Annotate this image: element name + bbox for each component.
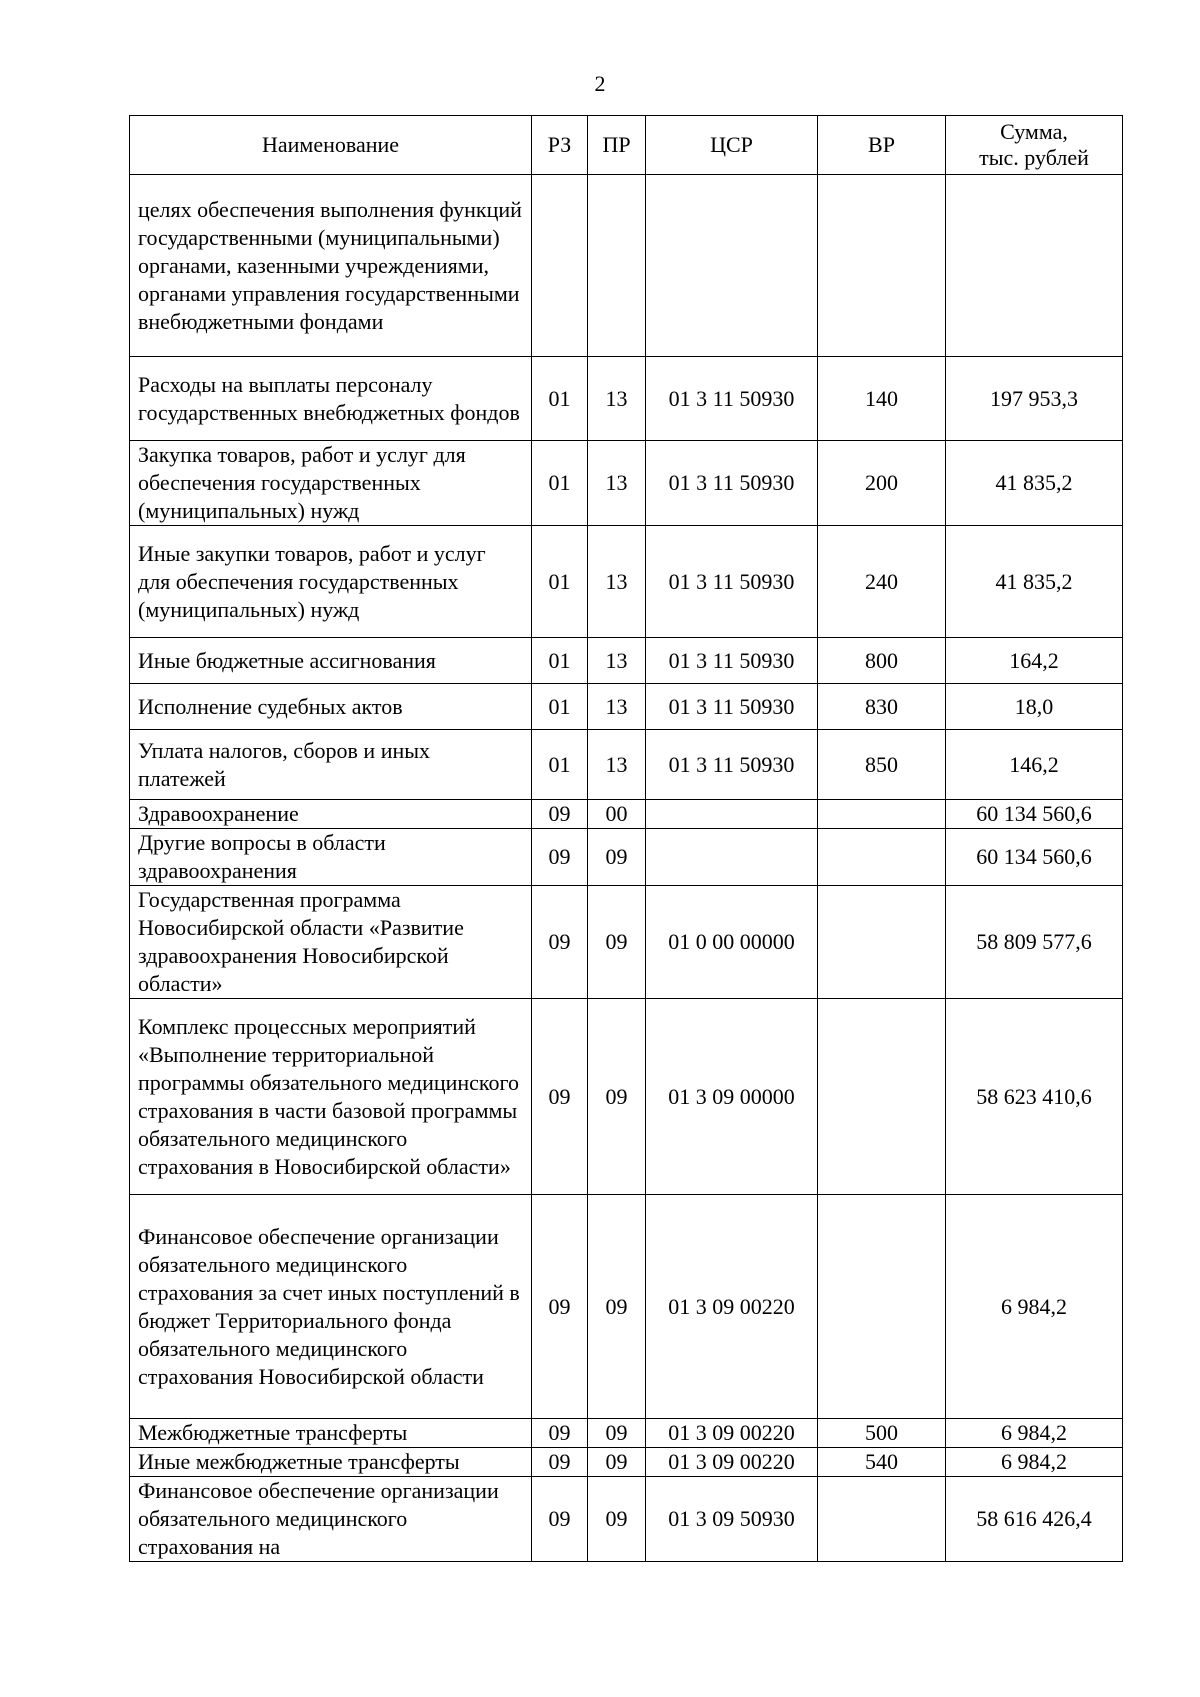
cell-name: Здравоохранение (130, 800, 532, 829)
table-row (130, 1195, 1123, 1419)
cell-pr: 13 (588, 441, 646, 526)
table-header-row (130, 116, 1123, 175)
cell-rz: 09 (532, 800, 588, 829)
cell-sum: 58 809 577,6 (946, 886, 1123, 999)
table-row (130, 357, 1123, 441)
cell-vr: 540 (818, 1448, 946, 1477)
cell-sum: 164,2 (946, 638, 1123, 684)
cell-rz: 01 (532, 441, 588, 526)
cell-csr: 01 3 09 00220 (646, 1195, 818, 1419)
table-row (130, 829, 1123, 886)
cell-csr: 01 3 09 00220 (646, 1448, 818, 1477)
cell-name: Межбюджетные трансферты (130, 1419, 532, 1448)
cell-pr: 13 (588, 357, 646, 441)
cell-rz (532, 175, 588, 357)
cell-rz: 09 (532, 1477, 588, 1562)
cell-csr (646, 175, 818, 357)
cell-pr: 00 (588, 800, 646, 829)
cell-vr (818, 1195, 946, 1419)
cell-rz: 09 (532, 1448, 588, 1477)
cell-csr (646, 800, 818, 829)
cell-vr: 140 (818, 357, 946, 441)
cell-csr (646, 829, 818, 886)
cell-vr: 500 (818, 1419, 946, 1448)
cell-csr: 01 3 09 00000 (646, 999, 818, 1195)
cell-csr: 01 3 09 50930 (646, 1477, 818, 1562)
header-sum-line2: тыс. рублей (979, 145, 1089, 170)
header-name: Наименование (130, 116, 532, 175)
cell-sum: 41 835,2 (946, 526, 1123, 638)
cell-rz: 09 (532, 1195, 588, 1419)
table-row (130, 1448, 1123, 1477)
cell-csr: 01 3 11 50930 (646, 441, 818, 526)
cell-name: Иные бюджетные ассигнования (130, 638, 532, 684)
cell-name: Закупка товаров, работ и услуг для обеспечения государственных (муниципальных) нужд (130, 441, 532, 526)
cell-vr (818, 829, 946, 886)
cell-name: Другие вопросы в области здравоохранения (130, 829, 532, 886)
header-pr: ПР (588, 116, 646, 175)
cell-rz: 01 (532, 638, 588, 684)
cell-rz: 01 (532, 357, 588, 441)
cell-name: Финансовое обеспечение организации обязательного медицинского страхования на (130, 1477, 532, 1562)
cell-name: Исполнение судебных актов (130, 684, 532, 730)
cell-sum: 6 984,2 (946, 1195, 1123, 1419)
cell-csr: 01 3 11 50930 (646, 526, 818, 638)
cell-vr (818, 999, 946, 1195)
cell-csr: 01 3 11 50930 (646, 357, 818, 441)
header-sum-line1: Сумма, (1000, 119, 1068, 144)
cell-pr: 09 (588, 1477, 646, 1562)
table-row (130, 1477, 1123, 1562)
cell-vr: 830 (818, 684, 946, 730)
cell-name: Комплекс процессных мероприятий «Выполнение территориальной программы обязательного медицинского страхования в части базовой программы обязательного медицинского страхования в Новосибирской области» (130, 999, 532, 1195)
cell-sum: 18,0 (946, 684, 1123, 730)
cell-sum: 146,2 (946, 730, 1123, 800)
cell-vr: 240 (818, 526, 946, 638)
cell-name: Иные межбюджетные трансферты (130, 1448, 532, 1477)
table-row (130, 638, 1123, 684)
cell-pr: 09 (588, 1195, 646, 1419)
table-row (130, 886, 1123, 999)
table-row (130, 175, 1123, 357)
cell-name: Иные закупки товаров, работ и услуг для обеспечения государственных (муниципальных) нужд (130, 526, 532, 638)
table-row (130, 526, 1123, 638)
cell-pr: 09 (588, 999, 646, 1195)
budget-table (129, 115, 1123, 1562)
cell-csr: 01 3 09 00220 (646, 1419, 818, 1448)
cell-sum: 60 134 560,6 (946, 800, 1123, 829)
cell-sum: 197 953,3 (946, 357, 1123, 441)
cell-sum: 58 616 426,4 (946, 1477, 1123, 1562)
cell-name: Финансовое обеспечение организации обязательного медицинского страхования за счет иных поступлений в бюджет Территориального фонда обязательного медицинского страхования Новосибирской области (130, 1195, 532, 1419)
cell-pr: 09 (588, 1448, 646, 1477)
cell-pr: 09 (588, 886, 646, 999)
cell-pr: 13 (588, 526, 646, 638)
table-row (130, 800, 1123, 829)
cell-vr (818, 175, 946, 357)
cell-vr: 850 (818, 730, 946, 800)
header-vr: ВР (818, 116, 946, 175)
header-sum (946, 116, 1123, 175)
cell-pr: 09 (588, 829, 646, 886)
cell-vr (818, 1477, 946, 1562)
cell-sum: 41 835,2 (946, 441, 1123, 526)
cell-rz: 01 (532, 526, 588, 638)
header-csr: ЦСР (646, 116, 818, 175)
cell-sum: 6 984,2 (946, 1448, 1123, 1477)
cell-sum: 60 134 560,6 (946, 829, 1123, 886)
table-row (130, 999, 1123, 1195)
header-rz: РЗ (532, 116, 588, 175)
table-row (130, 684, 1123, 730)
cell-name: Уплата налогов, сборов и иных платежей (130, 730, 532, 800)
cell-rz: 01 (532, 730, 588, 800)
cell-csr: 01 3 11 50930 (646, 684, 818, 730)
cell-name: целях обеспечения выполнения функций государственными (муниципальными) органами, казенными учреждениями, органами управления государственными внебюджетными фондами (130, 175, 532, 357)
cell-vr (818, 800, 946, 829)
cell-rz: 09 (532, 886, 588, 999)
cell-vr: 200 (818, 441, 946, 526)
cell-rz: 09 (532, 1419, 588, 1448)
table-row (130, 730, 1123, 800)
cell-csr: 01 3 11 50930 (646, 730, 818, 800)
cell-rz: 09 (532, 999, 588, 1195)
cell-sum (946, 175, 1123, 357)
cell-pr: 13 (588, 730, 646, 800)
table-row (130, 441, 1123, 526)
cell-rz: 01 (532, 684, 588, 730)
page-number: 2 (594, 71, 606, 96)
table-row (130, 1419, 1123, 1448)
cell-vr: 800 (818, 638, 946, 684)
cell-pr (588, 175, 646, 357)
cell-csr: 01 3 11 50930 (646, 638, 818, 684)
cell-pr: 09 (588, 1419, 646, 1448)
cell-name: Государственная программа Новосибирской области «Развитие здравоохранения Новосибирской области» (130, 886, 532, 999)
cell-sum: 58 623 410,6 (946, 999, 1123, 1195)
cell-pr: 13 (588, 684, 646, 730)
cell-vr (818, 886, 946, 999)
cell-sum: 6 984,2 (946, 1419, 1123, 1448)
cell-rz: 09 (532, 829, 588, 886)
cell-csr: 01 0 00 00000 (646, 886, 818, 999)
cell-name: Расходы на выплаты персоналу государственных внебюджетных фондов (130, 357, 532, 441)
cell-pr: 13 (588, 638, 646, 684)
